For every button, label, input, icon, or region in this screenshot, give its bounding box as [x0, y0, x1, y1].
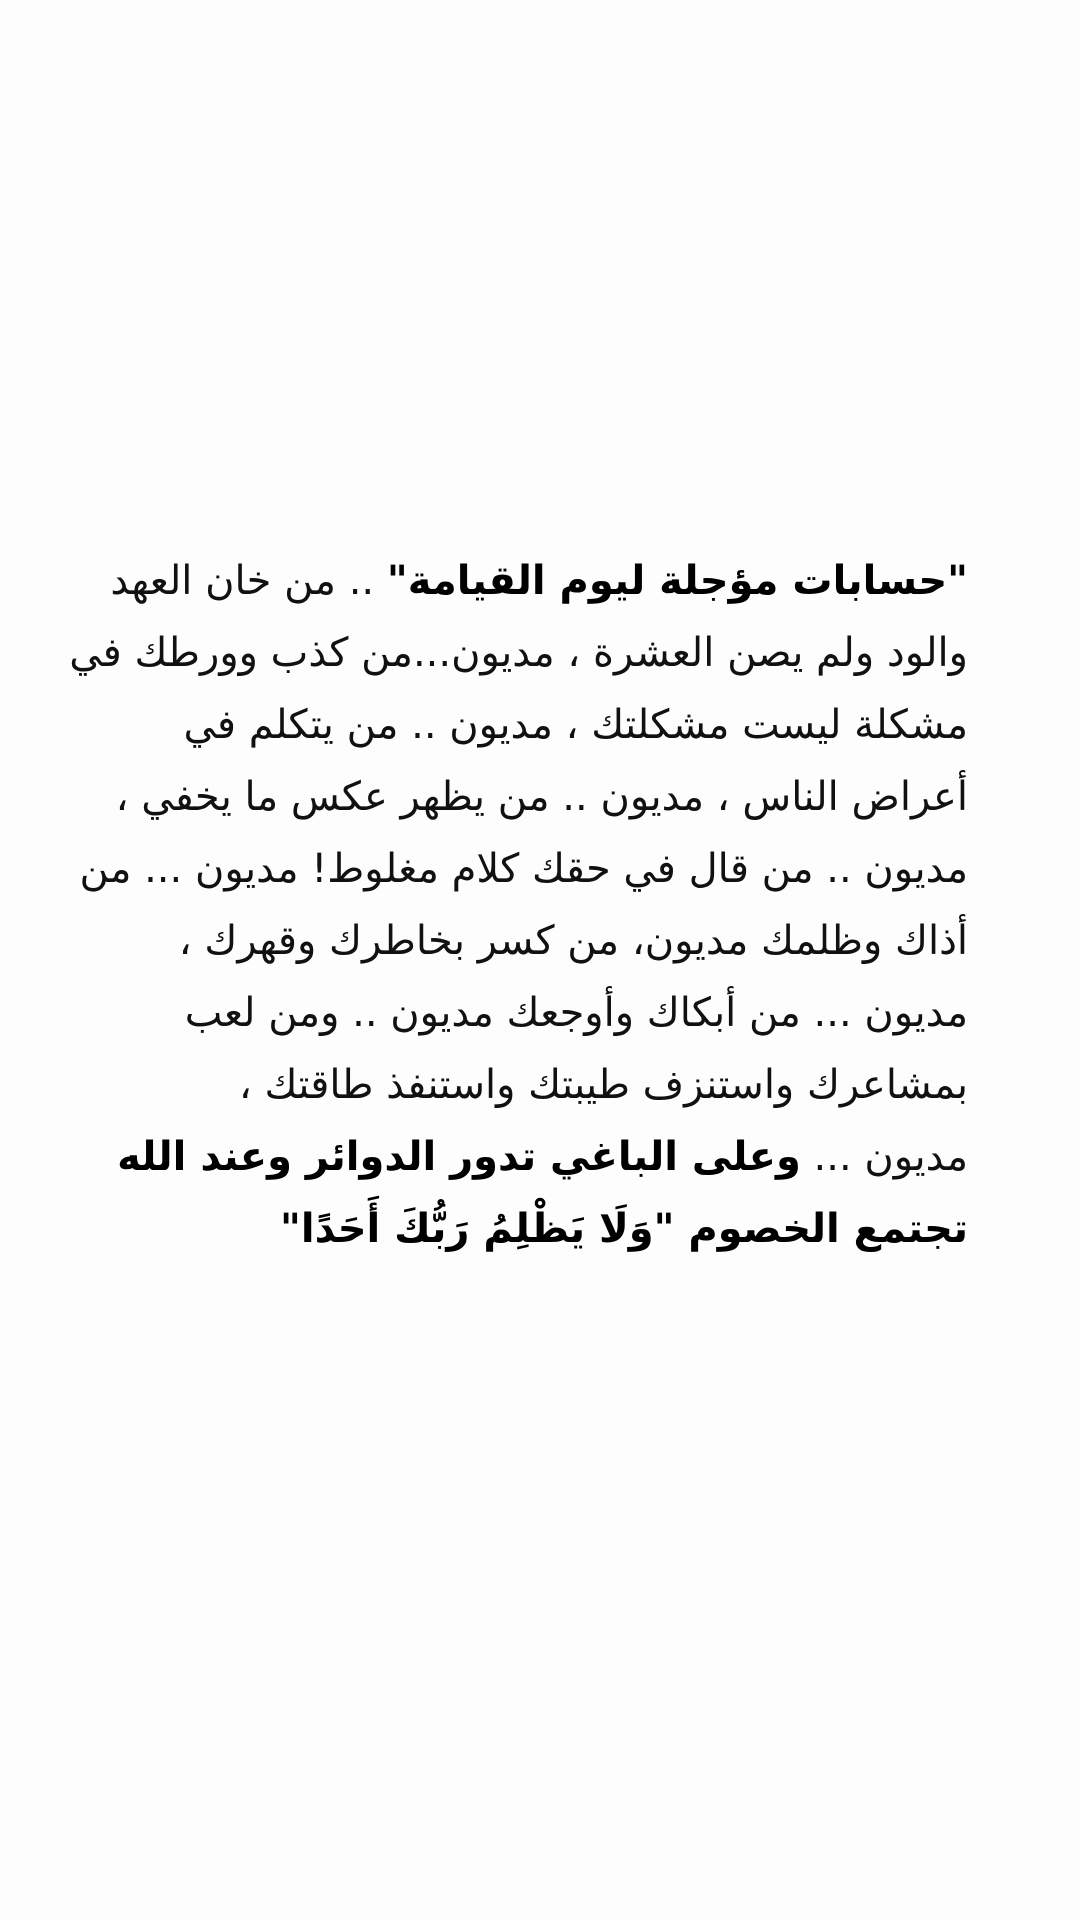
quote-title: "حسابات مؤجلة ليوم القيامة"	[386, 558, 968, 604]
quote-emphasis-2: تجتمع الخصوم "وَلَا يَظْلِمُ رَبُّكَ أَحَدًا"	[280, 1206, 968, 1252]
quote-line-5	[79, 833, 968, 905]
quote-line-9	[118, 1121, 968, 1193]
quote-line-2	[69, 617, 968, 689]
quote-emphasis-1: وعلى الباغي تدور الدوائر وعند الله	[117, 1134, 801, 1180]
quote-line-10	[118, 1193, 968, 1265]
quote-line-8-text: بمشاعرك واستنزف طيبتك واستنفذ طاقتك ،	[238, 1062, 968, 1108]
quote-line-4-text: أعراض الناس ، مديون .. من يظهر عكس ما يخفي ،	[115, 774, 968, 820]
quote-line-8	[118, 1049, 968, 1121]
quote-line-1	[110, 545, 968, 617]
quote-line-9-text: مديون ...	[813, 1134, 968, 1180]
quote-text	[69, 545, 968, 1265]
quote-line-3	[118, 689, 968, 761]
quote-line-7	[118, 977, 968, 1049]
quote-line-3-text: مشكلة ليست مشكلتك ، مديون .. من يتكلم في	[183, 702, 968, 748]
quote-line-1-text: .. من خان العهد	[110, 558, 375, 604]
quote-line-6	[118, 905, 968, 977]
quote-line-4	[115, 761, 968, 833]
quote-line-6-text: أذاك وظلمك مديون، من كسر بخاطرك وقهرك ،	[178, 918, 968, 964]
quote-line-2-text: والود ولم يصن العشرة ، مديون...من كذب وورطك في	[69, 630, 968, 676]
quote-line-5-text: مديون .. من قال في حقك كلام مغلوط! مديون ... من	[79, 846, 968, 892]
quote-line-7-text: مديون ... من أبكاك وأوجعك مديون .. ومن لعب	[184, 990, 968, 1036]
